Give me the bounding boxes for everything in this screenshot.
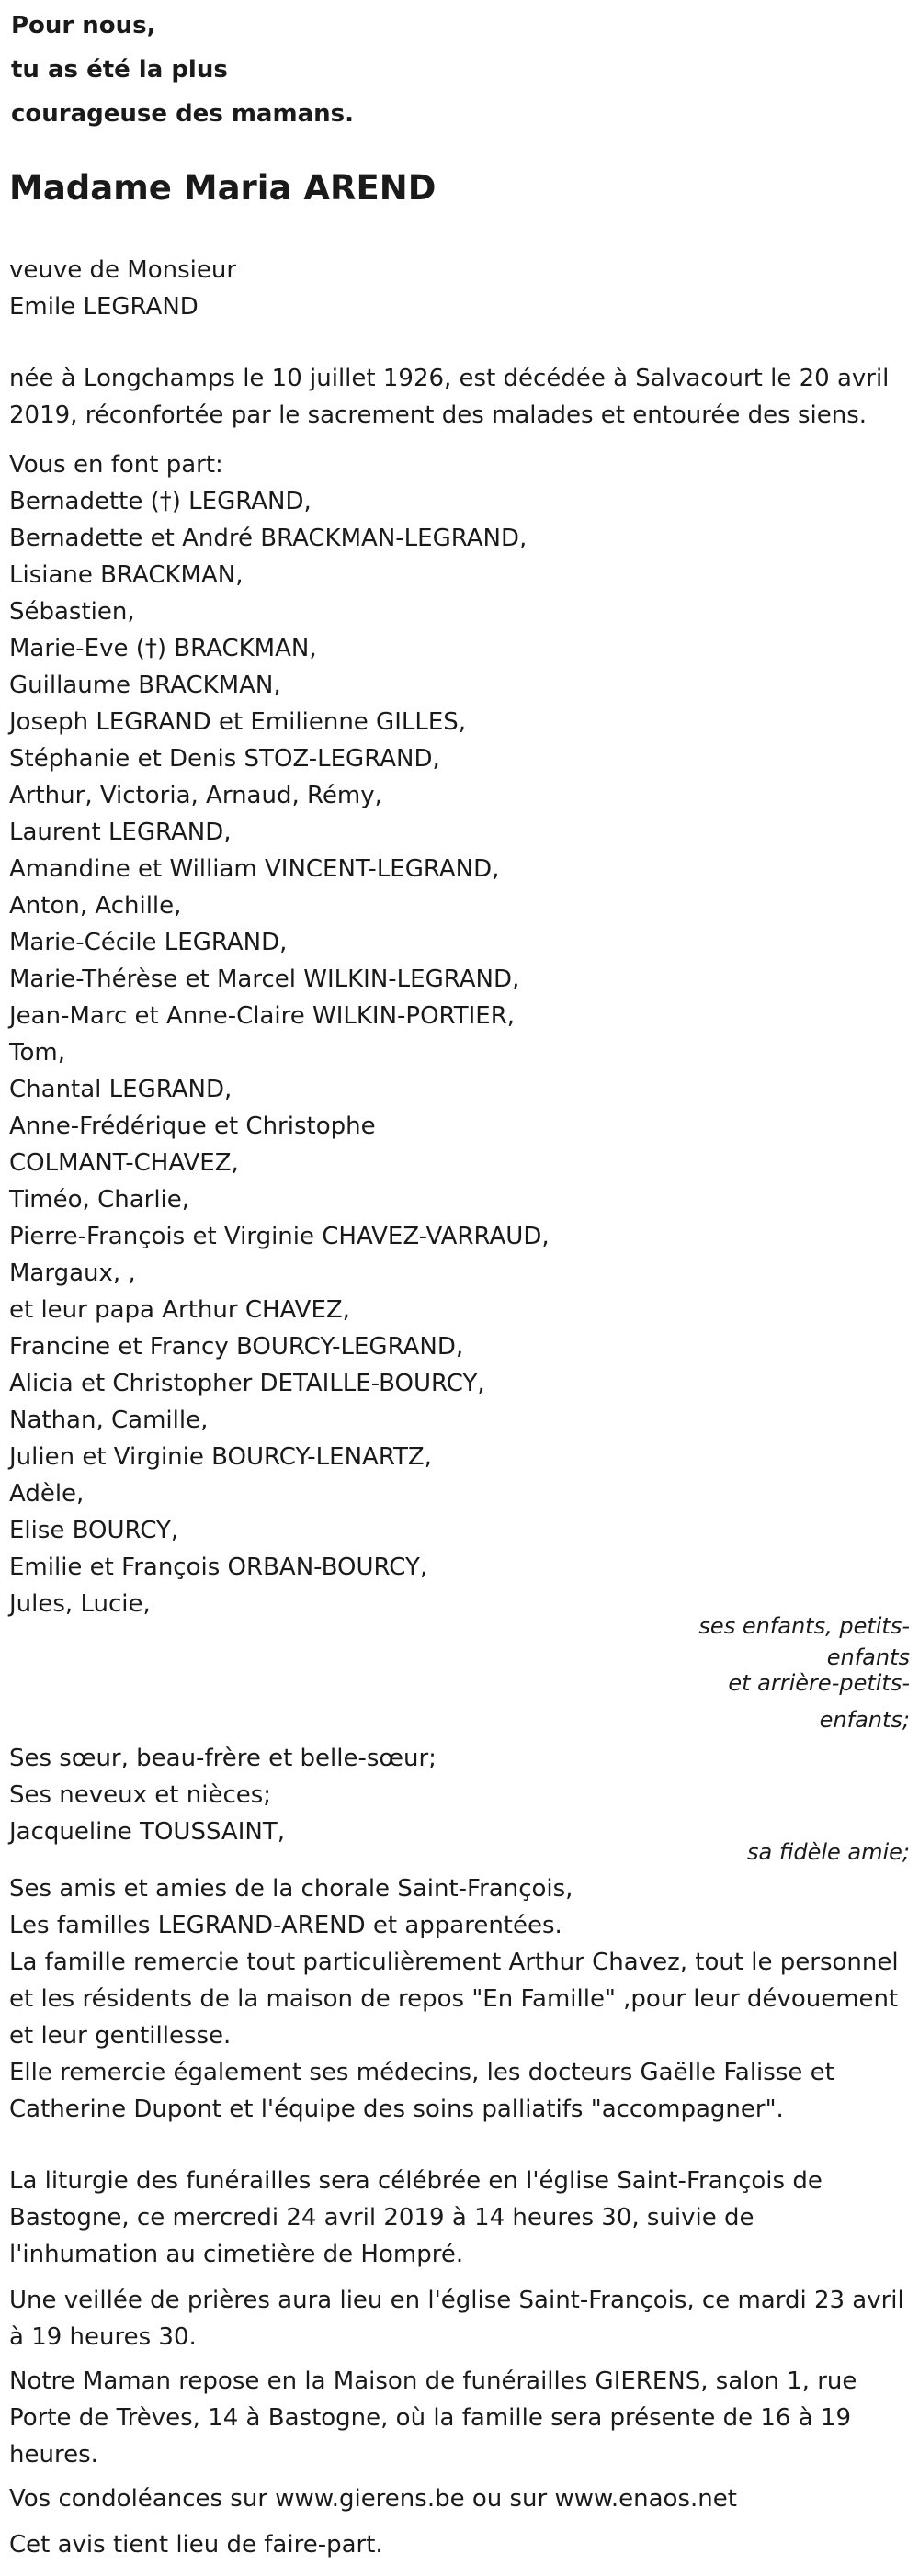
- family-member: COLMANT-CHAVEZ,: [9, 1149, 239, 1177]
- opening-quote-line: Pour nous,: [11, 12, 156, 40]
- family-member: Timéo, Charlie,: [9, 1186, 190, 1214]
- family-member: Stéphanie et Denis STOZ-LEGRAND,: [9, 745, 440, 773]
- opening-quote-line: tu as été la plus: [11, 56, 228, 84]
- relative-line: Ses neveux et nièces;: [9, 1781, 272, 1809]
- family-member: Emilie et François ORBAN-BOURCY,: [9, 1554, 428, 1581]
- relation-note: sa fidèle amie;: [746, 1839, 910, 1865]
- funeral-paragraph: La liturgie des funérailles sera célébrée en l'église Saint-François de Bastogne, ce mercredi 24 avril 2019 à 14 heures 30, suivie de l'inhumation au cimetière de Hompré.: [9, 2167, 823, 2268]
- family-member: Guillaume BRACKMAN,: [9, 672, 281, 699]
- family-member: Marie-Eve (†) BRACKMAN,: [9, 635, 317, 662]
- family-member: Bernadette (†) LEGRAND,: [9, 488, 312, 515]
- family-member: Sébastien,: [9, 598, 135, 626]
- family-member: Margaux, ,: [9, 1260, 136, 1287]
- family-member: Nathan, Camille,: [9, 1407, 209, 1434]
- vigil-paragraph: Une veillée de prières aura lieu en l'église Saint-François, ce mardi 23 avril à 19 heures 30.: [9, 2287, 904, 2351]
- condolences-line: Vos condoléances sur www.gierens.be ou sur www.enaos.net: [9, 2485, 737, 2513]
- family-member: Jean-Marc et Anne-Claire WILKIN-PORTIER,: [9, 1002, 516, 1030]
- birth-death-paragraph: née à Longchamps le 10 juillet 1926, est décédée à Salvacourt le 20 avril 2019, réconfortée par le sacrement des malades et entourée des siens.: [9, 365, 890, 429]
- family-member: Chantal LEGRAND,: [9, 1076, 233, 1103]
- family-member: Pierre-François et Virginie CHAVEZ-VARRAUD,: [9, 1223, 550, 1250]
- deceased-name: Madame Maria AREND: [9, 168, 437, 208]
- family-member: Anton, Achille,: [9, 892, 182, 920]
- opening-quote-line: courageuse des mamans.: [11, 100, 354, 128]
- family-member: Elise BOURCY,: [9, 1517, 179, 1544]
- family-member: et leur papa Arthur CHAVEZ,: [9, 1296, 350, 1324]
- family-member: Adèle,: [9, 1480, 85, 1508]
- family-member: Anne-Frédérique et Christophe: [9, 1113, 376, 1140]
- closing-line: Les familles LEGRAND-AREND et apparentées.: [9, 1912, 562, 1939]
- family-member: Arthur, Victoria, Arnaud, Rémy,: [9, 782, 382, 809]
- family-member: Joseph LEGRAND et Emilienne GILLES,: [9, 708, 467, 736]
- family-member: Julien et Virginie BOURCY-LENARTZ,: [9, 1443, 432, 1471]
- family-member: Lisiane BRACKMAN,: [9, 561, 244, 589]
- relation-note: enfants;: [819, 1707, 910, 1733]
- family-member: Marie-Thérèse et Marcel WILKIN-LEGRAND,: [9, 966, 520, 993]
- announce-intro: Vous en font part:: [9, 451, 223, 479]
- relation-note: enfants: [826, 1644, 910, 1670]
- family-member: Tom,: [9, 1039, 65, 1067]
- family-member: Bernadette et André BRACKMAN-LEGRAND,: [9, 525, 528, 552]
- notice-line: Cet avis tient lieu de faire-part.: [9, 2531, 383, 2559]
- family-member: Amandine et William VINCENT-LEGRAND,: [9, 855, 500, 883]
- rest-paragraph: Notre Maman repose en la Maison de funérailles GIERENS, salon 1, rue Porte de Trèves, 14 à Bastogne, où la famille sera présente de 16 à 19 heures.: [9, 2367, 857, 2469]
- relative-line: Ses sœur, beau-frère et belle-sœur;: [9, 1745, 437, 1772]
- family-member: Francine et Francy BOURCY-LEGRAND,: [9, 1333, 464, 1361]
- relation-note: ses enfants, petits-: [698, 1613, 910, 1639]
- thanks-paragraph: La famille remercie tout particulièrement Arthur Chavez, tout le personnel et les résidents de la maison de repos "En Famille" ,pour leur dévouement et leur gentillesse.: [9, 1949, 899, 2050]
- family-member: Marie-Cécile LEGRAND,: [9, 929, 288, 956]
- widow-line: Emile LEGRAND: [9, 293, 199, 321]
- widow-line: veuve de Monsieur: [9, 256, 237, 284]
- family-member: Laurent LEGRAND,: [9, 819, 232, 846]
- thanks-paragraph: Elle remercie également ses médecins, les docteurs Gaëlle Falisse et Catherine Dupont et l'équipe des soins palliatifs "accompagner".: [9, 2059, 834, 2123]
- closing-line: Ses amis et amies de la chorale Saint-François,: [9, 1875, 573, 1903]
- relation-note: et arrière-petits-: [728, 1670, 910, 1696]
- family-member: Alicia et Christopher DETAILLE-BOURCY,: [9, 1370, 485, 1397]
- family-member: Jules, Lucie,: [9, 1590, 151, 1618]
- relative-line: Jacqueline TOUSSAINT,: [9, 1818, 285, 1846]
